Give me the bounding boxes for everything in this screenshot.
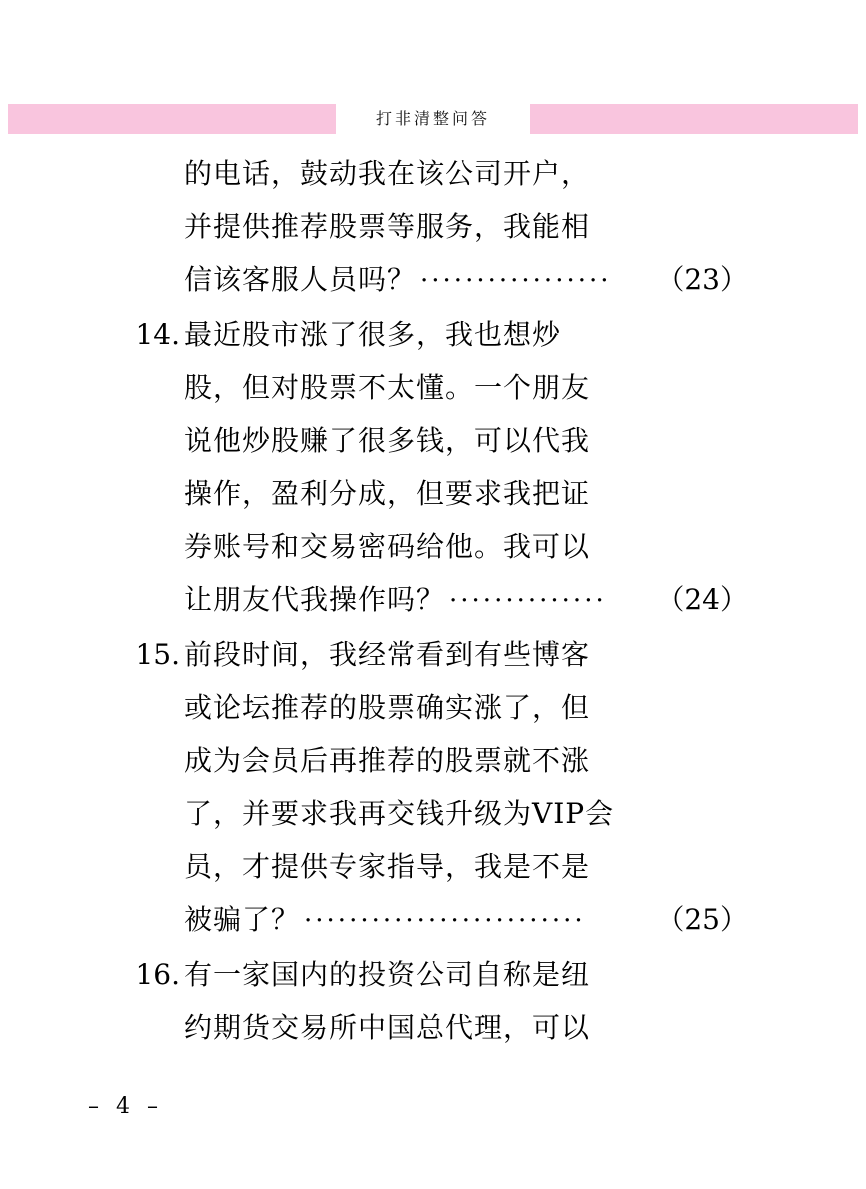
leader-dots: ·············· <box>449 586 607 616</box>
toc-entry-text: 前段时间，我经常看到有些博客 <box>184 638 591 671</box>
header-rule-right <box>530 104 858 134</box>
toc-entry-number: 15. <box>135 638 180 671</box>
toc-entry-text: 最近股市涨了很多，我也想炒 <box>184 318 562 351</box>
toc-page-number: （23） <box>656 263 748 296</box>
toc-line <box>132 898 748 951</box>
toc-entry-text: 股，但对股票不太懂。一个朋友 <box>184 371 591 404</box>
toc-entry-text: 信该客服人员吗？ <box>184 263 417 296</box>
toc-line <box>132 1006 748 1059</box>
toc-entry <box>132 633 748 951</box>
leader-dots: ················· <box>420 266 612 296</box>
toc-line <box>132 419 748 472</box>
toc-entry-number: 14. <box>135 318 180 351</box>
toc-entry-text: 券账号和交易密码给他。我可以 <box>184 530 591 563</box>
toc-entry-text: 说他炒股赚了很多钱，可以代我 <box>184 424 591 457</box>
toc-entry-text: 了，并要求我再交钱升级为VIP会 <box>184 797 615 830</box>
toc-entry-text: 让朋友代我操作吗？ <box>184 583 446 616</box>
toc-entry-text: 员，才提供专家指导，我是不是 <box>184 850 591 883</box>
toc-page-number: （25） <box>656 903 748 936</box>
toc-entry-text: 被骗了？ <box>184 903 301 936</box>
toc-line <box>132 845 748 898</box>
header-rule-left <box>8 104 336 134</box>
toc-entry-text: 操作，盈利分成，但要求我把证 <box>184 477 591 510</box>
toc-entry-text: 有一家国内的投资公司自称是纽 <box>184 958 591 991</box>
toc-entry-text: 的电话，鼓动我在该公司开户， <box>184 157 591 190</box>
toc-line <box>132 686 748 739</box>
toc-entry-text: 或论坛推荐的股票确实涨了，但 <box>184 691 591 724</box>
toc-line <box>132 472 748 525</box>
leader-dots: ························· <box>304 906 586 936</box>
toc-line <box>132 258 748 311</box>
toc-line <box>132 739 748 792</box>
toc-entry-text: 并提供推荐股票等服务，我能相 <box>184 210 591 243</box>
toc-entry-text: 约期货交易所中国总代理，可以 <box>184 1011 591 1044</box>
toc-line <box>132 633 748 686</box>
toc-line <box>132 366 748 419</box>
toc-line <box>132 313 748 366</box>
toc-page-number: （24） <box>656 583 748 616</box>
toc-entry <box>132 152 748 311</box>
toc-list <box>132 152 748 1061</box>
toc-line <box>132 953 748 1006</box>
toc-line <box>132 152 748 205</box>
running-header <box>0 104 866 134</box>
toc-line <box>132 525 748 578</box>
toc-entry-text: 成为会员后再推荐的股票就不涨 <box>184 744 591 777</box>
toc-line <box>132 792 748 845</box>
toc-entry <box>132 953 748 1059</box>
page-folio: – 4 – <box>88 1094 163 1119</box>
toc-entry-number: 16. <box>135 958 180 991</box>
header-title: 打非清整问答 <box>375 109 490 128</box>
toc-line <box>132 205 748 258</box>
toc-entry <box>132 313 748 631</box>
toc-line <box>132 578 748 631</box>
